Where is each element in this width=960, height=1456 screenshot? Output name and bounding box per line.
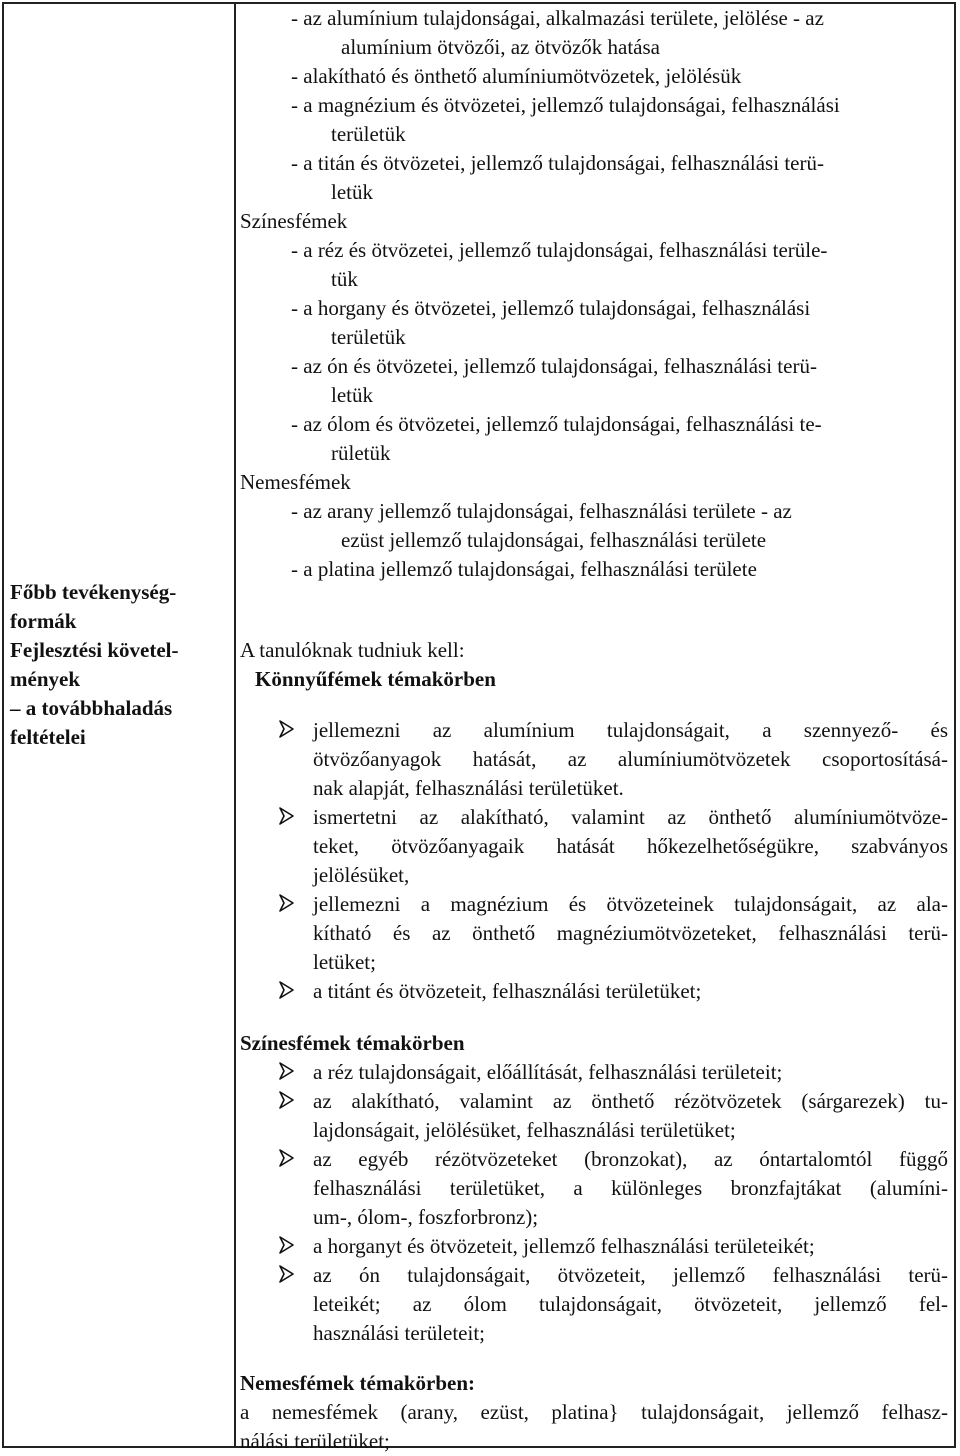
arrow-bullet-icon bbox=[278, 1147, 296, 1169]
nonferrous-list bbox=[240, 1058, 948, 1348]
topic-list bbox=[240, 4, 948, 584]
topic-line: tük bbox=[331, 267, 358, 291]
bullet-item bbox=[240, 1058, 948, 1087]
topic-line: ezüst jellemző tulajdonságai, felhasználási területe bbox=[341, 528, 767, 552]
precious-metals-text: a nemesfémek (arany, ezüst, platina} tulajdonságait, jellemző felhasz- bbox=[240, 1400, 948, 1424]
bullet-text-line: az alakítható, valamint az önthető rézötvözetek (sárgarezek) tu- bbox=[313, 1089, 948, 1113]
bullet-text-line: jellemezni az alumínium tulajdonságait, a szennyező- és bbox=[313, 718, 948, 742]
topic-line: alumínium ötvözői, az ötvözők hatása bbox=[341, 35, 660, 59]
bullet-item bbox=[240, 1145, 948, 1232]
bullet-text-line: um-, ólom-, foszforbronz); bbox=[313, 1205, 539, 1229]
bullet-text-line: a réz tulajdonságait, előállítását, felhasználási területeit; bbox=[313, 1060, 783, 1084]
bullet-text-line: a horganyt és ötvözeteit, jellemző felhasználási területeikét; bbox=[313, 1234, 815, 1258]
bullet-text-line: a titánt és ötvözeteit, felhasználási területüket; bbox=[313, 979, 702, 1003]
topic-line: - a titán és ötvözetei, jellemző tulajdonságai, felhasználási terü- bbox=[291, 151, 824, 175]
bullet-text-line: jellemezni a magnézium és ötvözeteinek tulajdonságait, az ala- bbox=[313, 892, 948, 916]
light-metals-list bbox=[240, 716, 948, 1006]
topic-line: - az arany jellemző tulajdonságai, felhasználási területe - az bbox=[291, 499, 792, 523]
arrow-bullet-icon bbox=[278, 805, 296, 827]
topic-line: - a magnézium és ötvözetei, jellemző tulajdonságai, felhasználási bbox=[291, 93, 840, 117]
arrow-bullet-icon bbox=[278, 718, 296, 740]
bullet-text-line: ismertetni az alakítható, valamint az önthető alumíniumötvöze- bbox=[313, 805, 948, 829]
topic-line: - az alumínium tulajdonságai, alkalmazási területe, jelölése - az bbox=[291, 6, 824, 30]
topic-line: - a réz és ötvözetei, jellemző tulajdonságai, felhasználási terüle- bbox=[291, 238, 828, 262]
nonferrous-heading: Színesfémek témakörben bbox=[240, 1031, 465, 1055]
topic-line: területük bbox=[331, 325, 406, 349]
bullet-text-line: ötvözőanyagok hatását, az alumíniumötvözetek csoportosításá- bbox=[313, 747, 948, 771]
bullet-item bbox=[240, 977, 948, 1006]
topic-line: - az ón és ötvözetei, jellemző tulajdonságai, felhasználási terü- bbox=[291, 354, 817, 378]
bullet-text-line: teket, ötvözőanyagaik hatását hőkezelhetőségükre, szabványos bbox=[313, 834, 948, 858]
light-metals-heading: Könnyűfémek témakörben bbox=[255, 667, 496, 691]
bullet-item bbox=[240, 1261, 948, 1348]
bullet-item bbox=[240, 1087, 948, 1145]
left-heading-line: Főbb tevékenység- bbox=[10, 580, 177, 604]
bullet-text-line: lajdonságait, jelölésüket, felhasználási területüket; bbox=[313, 1118, 736, 1142]
topic-line: - a horgany és ötvözetei, jellemző tulajdonságai, felhasználási bbox=[291, 296, 811, 320]
arrow-bullet-icon bbox=[278, 1263, 296, 1285]
bullet-text-line: letüket; bbox=[313, 950, 376, 974]
bullet-text-line: az ón tulajdonságait, ötvözeteit, jellemző felhasználási terü- bbox=[313, 1263, 948, 1287]
arrow-bullet-icon bbox=[278, 1089, 296, 1111]
column-divider bbox=[234, 4, 236, 1446]
arrow-bullet-icon bbox=[278, 892, 296, 914]
arrow-bullet-icon bbox=[278, 979, 296, 1001]
bullet-item bbox=[240, 716, 948, 803]
section-label: Színesfémek bbox=[240, 209, 348, 233]
topic-line: - az ólom és ötvözetei, jellemző tulajdonságai, felhasználási te- bbox=[291, 412, 822, 436]
topic-line: területük bbox=[331, 122, 406, 146]
bullet-item bbox=[240, 1232, 948, 1261]
arrow-bullet-icon bbox=[278, 1060, 296, 1082]
bullet-text-line: használási területeit; bbox=[313, 1321, 486, 1345]
bullet-text-line: felhasználási területüket, a különleges bronzfajtákat (alumíni- bbox=[313, 1176, 948, 1200]
requirements-intro: A tanulóknak tudniuk kell: bbox=[240, 638, 465, 662]
bullet-text-line: leteikét; az ólom tulajdonságait, ötvözeteit, jellemző fel- bbox=[313, 1292, 948, 1316]
left-heading-line: feltételei bbox=[10, 725, 86, 749]
bullet-text-line: nak alapját, felhasználási területüket. bbox=[313, 776, 624, 800]
right-column-content bbox=[240, 4, 948, 1456]
arrow-bullet-icon bbox=[278, 1234, 296, 1256]
bullet-text-line: az egyéb rézötvözeteket (bronzokat), az óntartalomtól függő bbox=[313, 1147, 948, 1171]
bullet-text-line: jelölésüket, bbox=[313, 863, 410, 887]
topic-line: letük bbox=[331, 180, 373, 204]
left-column-heading bbox=[10, 578, 222, 752]
topic-line: - alakítható és önthető alumíniumötvözetek, jelölésük bbox=[291, 64, 742, 88]
bullet-text-line: kítható és az önthető magnéziumötvözeteket, felhasználási terü- bbox=[313, 921, 948, 945]
precious-metals-text: nálási területüket; bbox=[240, 1429, 390, 1453]
left-heading-line: Fejlesztési követel- bbox=[10, 638, 179, 662]
left-heading-line: formák bbox=[10, 609, 77, 633]
left-heading-line: – a továbbhaladás bbox=[10, 696, 173, 720]
bullet-item bbox=[240, 890, 948, 977]
topic-line: rületük bbox=[331, 441, 391, 465]
topic-line: letük bbox=[331, 383, 373, 407]
section-label: Nemesfémek bbox=[240, 470, 351, 494]
topic-line: - a platina jellemző tulajdonságai, felhasználási területe bbox=[291, 557, 757, 581]
precious-metals-heading: Nemesfémek témakörben: bbox=[240, 1371, 476, 1395]
left-heading-line: mények bbox=[10, 667, 80, 691]
bullet-item bbox=[240, 803, 948, 890]
